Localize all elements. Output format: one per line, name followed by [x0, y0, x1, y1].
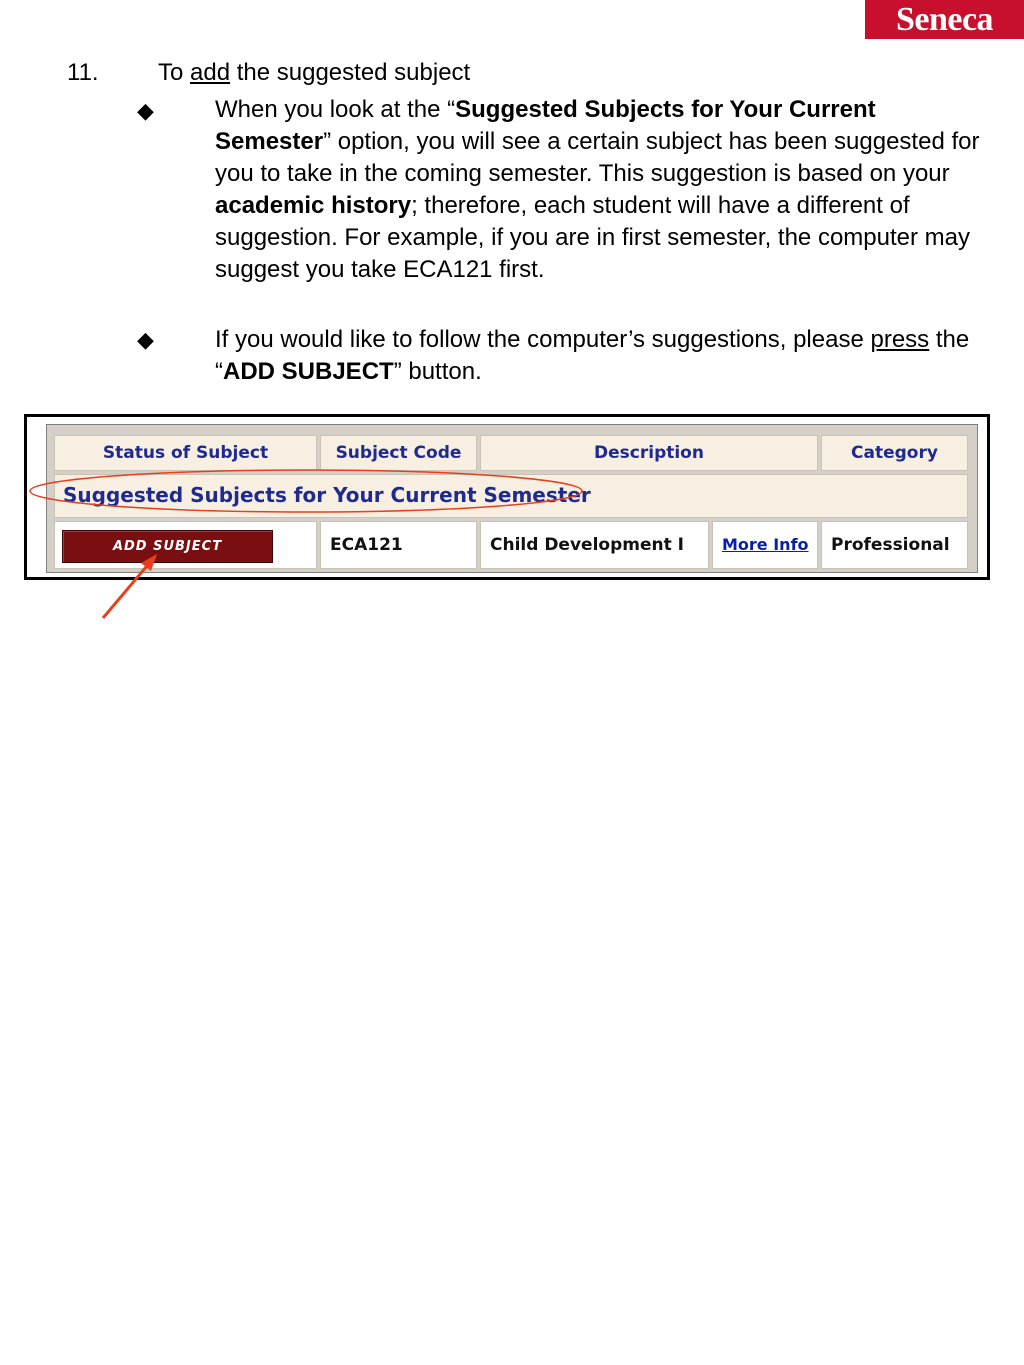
pointer-arrow-line — [103, 560, 152, 618]
add-subject-button[interactable]: ADD SUBJECT — [62, 530, 273, 563]
bullet-paragraph-1: When you look at the “Suggested Subjects for Your Current Semester” option, you will see a certain subject has been suggested for you to take in the coming semester. This suggestion is based on your academic history; therefore, each student will have a different of suggestion. For example, if you are in first semester, the computer may suggest you take ECA121 first. — [215, 96, 980, 283]
step-number: 11. — [67, 59, 99, 86]
suggested-label: Suggested Subjects for Your Current Semester — [63, 483, 591, 507]
header-description: Description — [480, 435, 818, 471]
category-cell: Professional — [821, 521, 968, 569]
diamond-bullet-icon: ◆ — [137, 98, 154, 123]
bullet-paragraph-2: If you would like to follow the computer’s suggestions, please press the “ADD SUBJECT” button. — [215, 326, 970, 385]
header-status: Status of Subject — [54, 435, 317, 471]
header-subject-code: Subject Code — [320, 435, 477, 471]
more-info-link[interactable]: More Info — [722, 535, 809, 554]
add-underlined: add — [190, 59, 231, 86]
diamond-bullet-icon: ◆ — [137, 327, 154, 352]
description-cell: Child Development I — [480, 521, 709, 569]
header-category: Category — [821, 435, 968, 471]
highlight-ellipse — [30, 470, 582, 512]
subject-code-cell: ECA121 — [320, 521, 477, 569]
step-text: To add the suggested subject — [158, 59, 471, 86]
seneca-logo: Seneca — [865, 0, 1024, 39]
